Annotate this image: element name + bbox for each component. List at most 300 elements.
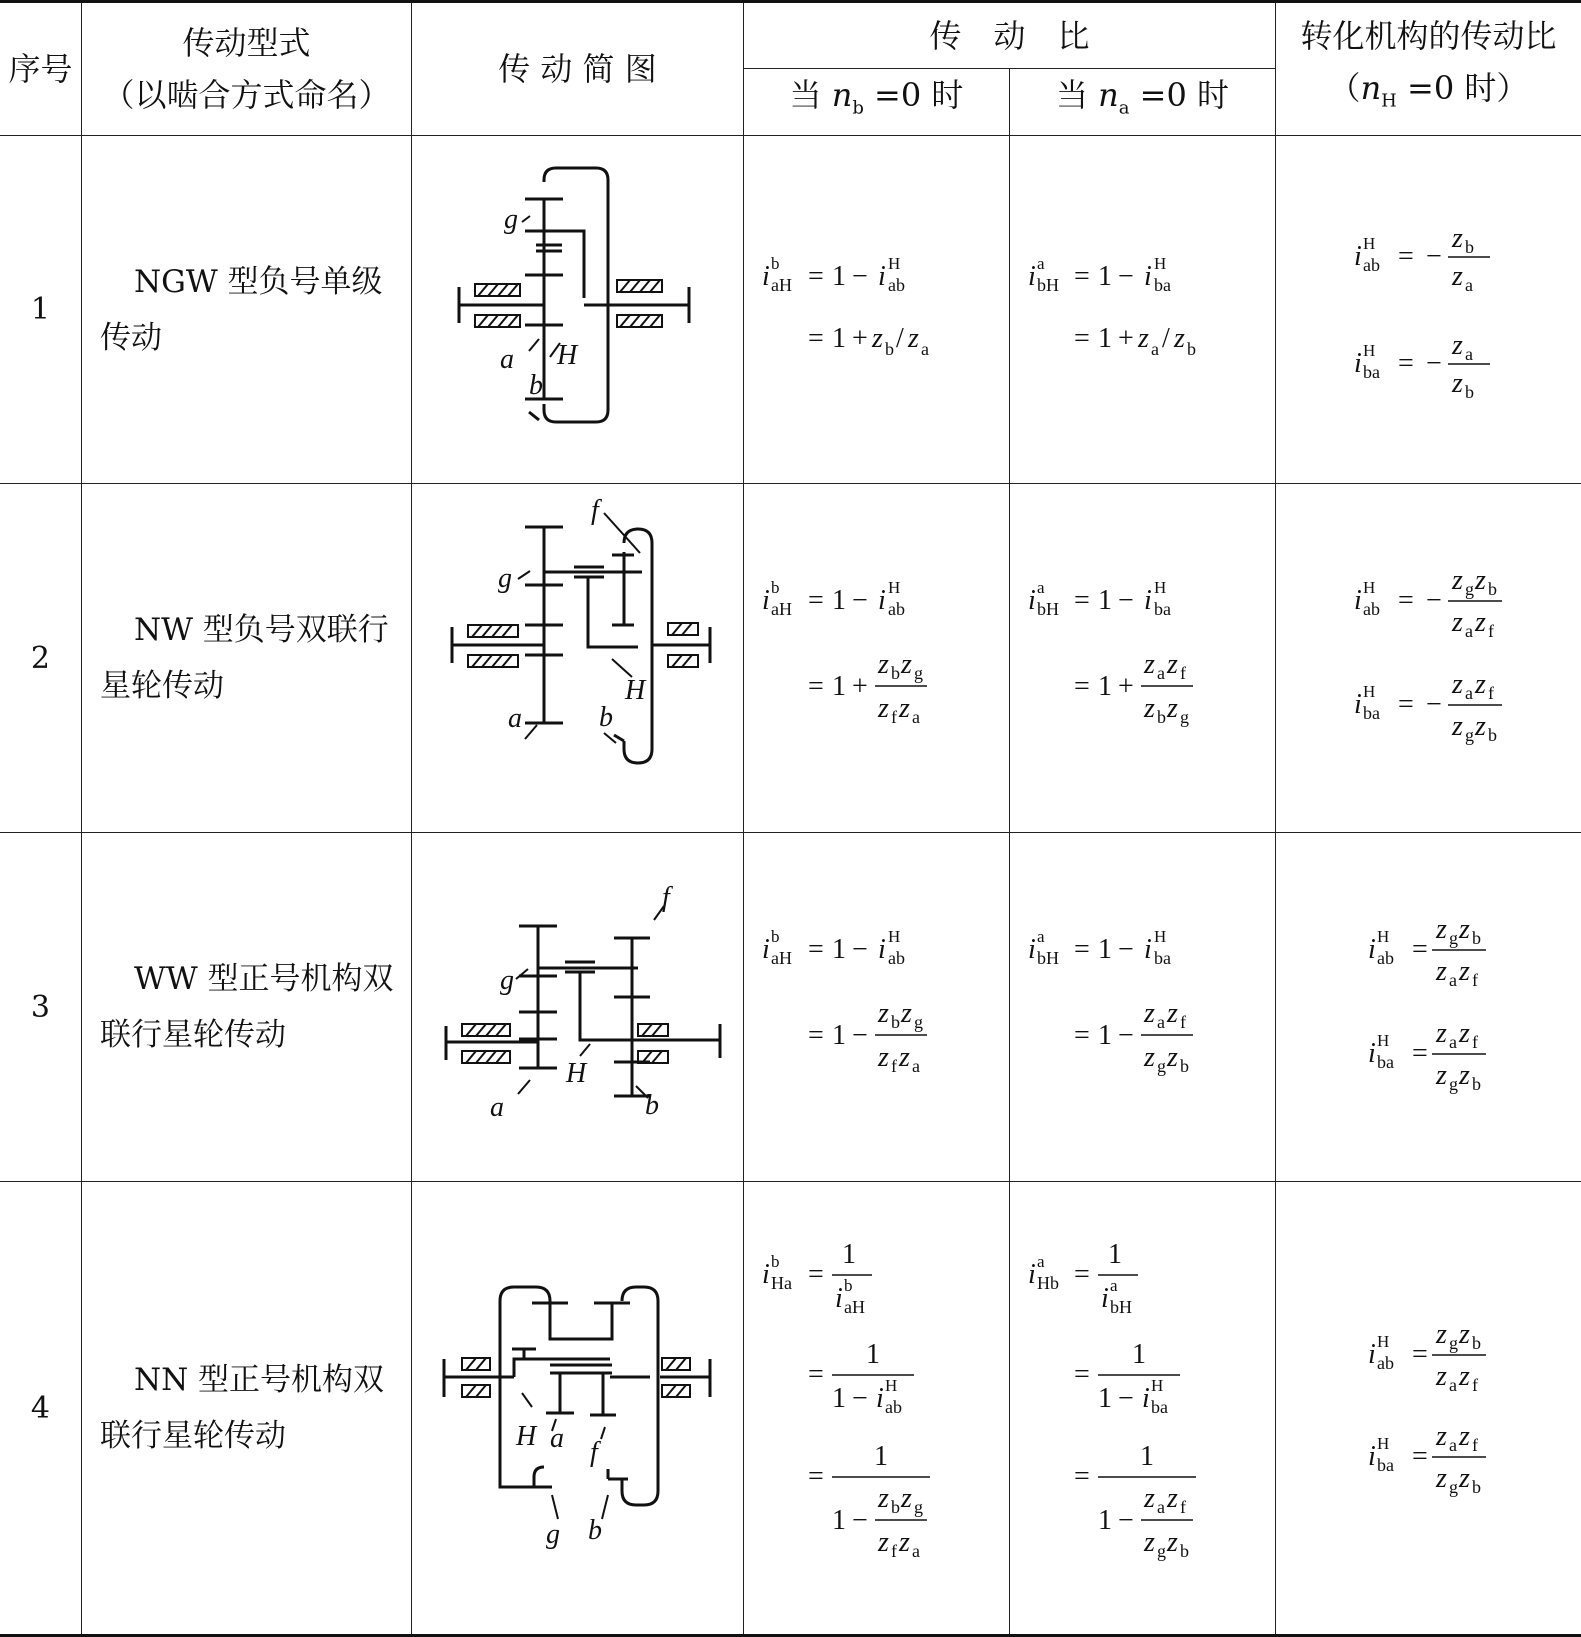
fr3-n-z1: z [1143,1483,1155,1514]
f-sub2: ab [887,599,905,619]
fr3-d-z2: z [1166,1527,1178,1558]
table-row [0,484,1581,833]
f-sub: ab [1362,254,1380,275]
h1-pre: 当 [789,76,822,115]
hc-var: n [1360,69,1382,108]
f-eq2: = [807,1359,824,1390]
n-z1: z [1435,914,1447,945]
fr3-n-s2: g [913,1497,923,1517]
label-f: f [662,882,671,913]
f-minus: − [1117,934,1134,965]
f-minus2: − [1425,347,1442,379]
d-z2: z [1458,1361,1470,1392]
d-z1: z [877,693,889,724]
f-minus2: − [1425,689,1442,720]
f-i2: i [1143,585,1152,616]
f-eq: = [1073,1259,1090,1290]
fr3-n-s1: b [890,1497,900,1517]
d-s1: b [1156,707,1166,727]
f-one2: 1 [1097,1020,1112,1051]
label-H: H [625,675,646,706]
d-z1: z [1435,956,1447,987]
f-one2: 1 [1097,322,1112,354]
f-eq2: = [1411,1441,1428,1472]
f-sup: H [1362,578,1376,597]
header-type-line1: 传动型式 [182,24,311,62]
f-eq2: = [807,671,824,702]
f-i2: i [1353,347,1362,379]
f-sup2: H [1153,253,1167,273]
ratio-na0-cell [1009,136,1275,484]
f-sup: a [1036,578,1045,597]
d-s1: a [1448,1375,1457,1395]
row-type [81,1182,411,1636]
f-sub2: ba [1153,948,1171,968]
n-s1: g [1464,579,1474,599]
d2-z1: z [1435,1060,1447,1091]
f-den-s2: b [1464,381,1474,402]
f-eq: = [1411,1339,1428,1370]
f-eq: = [807,1259,824,1290]
d-s1: a [1464,621,1473,641]
formula-2-na0 [1010,485,1275,831]
f-sub: ab [1362,599,1380,619]
d-z2: z [1458,956,1470,987]
table-row [0,1182,1581,1636]
n-z1: z [877,998,889,1029]
row-number: 4 [0,1182,81,1636]
d2-s2: b [1471,1477,1481,1497]
n-z2: z [900,998,912,1029]
f-sub: aH [770,948,792,968]
label-g: g [546,1519,561,1550]
fr3-one: 1 [1097,1505,1112,1536]
f-i2: i [877,585,886,616]
n2-s2: f [1487,683,1494,703]
fr1-sub: aH [843,1297,865,1317]
f-minus: − [851,934,868,965]
f-den-s: a [1464,274,1473,295]
d-s1: f [890,1056,897,1076]
f-sub: ab [1376,948,1394,968]
fr3-n-z2: z [1166,1483,1178,1514]
f-zs: b [884,338,894,359]
n2-s1: a [1448,1032,1457,1052]
f-eq3: = [1073,1461,1090,1492]
label-a: a [490,1092,505,1123]
f-plus: + [851,671,868,702]
f-sup2: H [887,578,901,597]
d-s2: a [911,707,920,727]
fr2-minus: − [851,1383,868,1414]
f-minus: − [851,585,868,616]
hc-sub: H [1381,90,1397,112]
d2-s2: b [1471,1074,1481,1094]
f-eq: = [807,934,824,965]
header-diagram: 传 动 简 图 [411,2,743,136]
header-conversion-line1: 转化机构的传动比 [1300,17,1557,56]
f-sup2: H [887,253,901,273]
f-eq: = [1411,934,1428,965]
h2-sub: a [1118,97,1130,119]
f-eq2: = [807,322,824,354]
f-i: i [761,585,770,616]
f-i2: i [1143,934,1152,965]
conversion-cell [1275,136,1581,484]
row-number: 3 [0,833,81,1182]
f-sup: H [1376,927,1390,946]
n-s2: b [1471,1333,1481,1353]
n2-z2: z [1474,669,1486,700]
fr2-sup: H [884,1376,898,1395]
f-sub2: ba [1376,1455,1394,1475]
fr2-sub: ab [884,1397,902,1417]
label-f: f [590,1437,599,1468]
n-s2: f [1179,663,1186,683]
f-i: i [761,934,770,965]
formula-2-nb0 [744,485,1009,831]
fr2-sub: ba [1150,1397,1168,1417]
fr2-num: 1 [1131,1339,1146,1370]
f-num-z2: z [1451,329,1463,361]
f-i2: i [1353,689,1362,720]
n-s2: b [1471,928,1481,948]
f-sup: a [1036,253,1045,273]
f-z2: z [1173,322,1185,354]
formula-4-na0 [1010,1183,1275,1633]
d-z2: z [898,693,910,724]
f-minus: − [1117,585,1134,616]
f-eq: = [1073,934,1090,965]
fr2-one: 1 [1097,1383,1112,1414]
row-number: 1 [0,136,81,484]
f-z2: z [907,322,919,354]
f-i: i [1027,585,1036,616]
h1-post: =0 时 [863,76,964,115]
label-a: a [500,343,515,375]
fr3-minus: − [1117,1505,1134,1536]
f-i: i [1367,1339,1376,1370]
n2-s2: f [1471,1032,1478,1052]
f-i2: i [877,260,886,292]
f-one: 1 [1097,934,1112,965]
formula-3-na0 [1010,834,1275,1180]
fr3-num: 1 [1139,1441,1154,1472]
n2-z1: z [1451,669,1463,700]
f-i: i [1367,934,1376,965]
fr1-num: 1 [841,1239,856,1270]
fr3-d-s2: a [911,1541,920,1561]
row-type-line1: NN 型正号机构双 [133,1362,385,1398]
f-num-s2: a [1464,343,1473,364]
conversion-cell [1275,1182,1581,1636]
f-sup2: H [1153,927,1167,946]
table-row [0,833,1581,1182]
row-type [81,484,411,833]
f-eq3: = [807,1461,824,1492]
n-z2: z [1458,1319,1470,1350]
n-s1: a [1156,1012,1165,1032]
f-one2: 1 [831,1020,846,1051]
d-s2: a [911,1056,920,1076]
n-z2: z [1474,565,1486,596]
fr1-sub: bH [1109,1297,1132,1317]
f-minus2: − [1117,1020,1134,1051]
f-plus: + [1117,671,1134,702]
f-i2: i [877,934,886,965]
n-z2: z [1458,914,1470,945]
f-z: z [871,322,883,354]
n-s2: f [1179,1012,1186,1032]
d-s1: f [890,707,897,727]
f-eq: = [1397,240,1414,272]
d2-z2: z [1458,1463,1470,1494]
n-z1: z [1435,1319,1447,1350]
n-z2: z [1166,998,1178,1029]
label-H: H [566,1058,587,1089]
conversion-cell [1275,484,1581,833]
row-type-line2: 星轮传动 [99,668,224,704]
n-s1: b [890,1012,900,1032]
f-sup2: H [1362,682,1376,701]
f-minus: − [1425,585,1442,616]
f-eq2: = [1073,322,1090,354]
d2-s1: g [1464,725,1474,745]
f-sub: bH [1036,274,1059,295]
formula-3-conv [1276,834,1581,1180]
fr1-i: i [834,1283,843,1314]
fr3-d-z2: z [898,1527,910,1558]
label-b: b [645,1090,660,1121]
row-diagram [411,484,743,833]
f-num-s: b [1464,236,1474,257]
formula-1-nb0 [744,137,1009,483]
f-minus: − [851,260,868,292]
f-i: i [761,1259,770,1290]
ratio-nb0-cell [743,484,1009,833]
fr3-d-z1: z [877,1527,889,1558]
f-zs: a [1150,338,1159,359]
f-num-z: z [1451,222,1463,254]
n2-s1: a [1448,1435,1457,1455]
label-a: a [550,1423,565,1454]
d-s2: f [1471,1375,1478,1395]
f-sup: b [770,927,780,946]
d-s2: f [1487,621,1494,641]
row-type [81,136,411,484]
formula-2-conv [1276,485,1581,831]
d2-s2: b [1487,725,1497,745]
f-sup: a [1036,927,1045,946]
hc-pre: （ [1328,69,1361,108]
f-z: z [1137,322,1149,354]
f-sub: aH [770,274,792,295]
f-one: 1 [1097,260,1112,292]
f-eq2: = [1073,1020,1090,1051]
fr2-sup: H [1150,1376,1164,1395]
d-z1: z [1143,693,1155,724]
header-type-line2: （以啮合方式命名） [102,76,391,114]
h2-var: n [1098,76,1119,115]
f-one2: 1 [831,322,846,354]
row-diagram [411,1182,743,1636]
n2-z1: z [1435,1018,1447,1049]
fr3-one: 1 [831,1505,846,1536]
f-sub: bH [1036,948,1059,968]
fr2-i: i [1141,1383,1150,1414]
formula-3-nb0 [744,834,1009,1180]
d2-z2: z [1458,1060,1470,1091]
f-sup2: H [1153,578,1167,597]
nw-gear-diagram [412,485,742,831]
n-z2: z [900,649,912,680]
fr3-minus: − [851,1505,868,1536]
f-sup: H [1376,1332,1390,1351]
f-sub: bH [1036,599,1059,619]
conversion-cell [1275,833,1581,1182]
f-eq: = [807,585,824,616]
d-s2: g [1179,707,1189,727]
fr2-minus: − [1117,1383,1134,1414]
f-eq: = [1073,260,1090,292]
h2-post: =0 时 [1129,76,1229,115]
f-zs2: a [920,338,929,359]
n-s1: g [1448,928,1458,948]
fr3-d-z1: z [1143,1527,1155,1558]
formula-1-conv [1276,137,1581,483]
f-eq2: = [1411,1038,1428,1069]
label-g: g [504,203,519,235]
formula-4-nb0 [744,1183,1009,1633]
fr2-one: 1 [831,1383,846,1414]
d2-s1: g [1448,1477,1458,1497]
fr1-i: i [1100,1283,1109,1314]
f-sup2: H [1362,340,1376,360]
nn-gear-diagram [412,1183,742,1633]
n-z1: z [1143,649,1155,680]
f-sup: a [1036,1252,1045,1271]
ratio-nb0-cell [743,1182,1009,1636]
label-g: g [500,965,515,996]
f-den-z: z [1451,260,1463,292]
fr1-sup: b [843,1276,853,1295]
n2-z2: z [1458,1018,1470,1049]
n-s2: b [1487,579,1497,599]
f-i: i [1353,240,1362,272]
fr1-num: 1 [1107,1239,1122,1270]
f-eq: = [807,260,824,292]
label-H: H [557,339,578,371]
header-type [81,2,411,136]
f-sub: Ha [770,1273,792,1293]
label-b: b [599,702,614,733]
fr3-num: 1 [873,1441,888,1472]
f-sup2: H [1376,1434,1390,1453]
row-type-line1: NW 型负号双联行 [133,612,389,648]
f-sup: H [1362,233,1376,253]
fr3-d-s1: f [890,1541,897,1561]
d2-s1: g [1448,1074,1458,1094]
f-den-z2: z [1451,367,1463,399]
d-s1: a [1448,970,1457,990]
d-s2: b [1179,1056,1189,1076]
ratio-na0-cell [1009,484,1275,833]
f-eq2: = [1397,689,1414,720]
formula-1-na0 [1010,137,1275,483]
d-z1: z [1451,607,1463,638]
f-sub2: ba [1376,1052,1394,1072]
label-g: g [498,563,513,594]
fr3-n-s2: f [1179,1497,1186,1517]
f-minus: − [1425,240,1442,272]
f-eq2: = [1397,347,1414,379]
ngw-gear-diagram [412,137,742,483]
f-sup: b [770,578,780,597]
f-sup: b [770,1252,780,1271]
f-sub2: ab [887,274,905,295]
f-slash: / [1161,322,1170,354]
n-z2: z [1166,649,1178,680]
n2-s1: a [1464,683,1473,703]
f-sub2: ba [1153,274,1171,295]
header-conversion [1275,2,1581,136]
f-eq2: = [1073,1359,1090,1390]
f-one: 1 [831,934,846,965]
f-eq2: = [807,1020,824,1051]
n-z1: z [1143,998,1155,1029]
d2-z1: z [1451,711,1463,742]
f-minus2: − [851,1020,868,1051]
row-diagram [411,136,743,484]
header-conversion-line2 [1276,62,1581,127]
fr1-sup: a [1109,1276,1118,1295]
ratio-nb0-cell [743,833,1009,1182]
f-sub: aH [770,599,792,619]
n-s1: a [1156,663,1165,683]
n2-z1: z [1435,1421,1447,1452]
row-type-line2: 联行星轮传动 [99,1418,286,1454]
f-one: 1 [1097,585,1112,616]
f-minus: − [1117,260,1134,292]
row-type-line2: 联行星轮传动 [99,1017,286,1053]
fr2-i: i [875,1383,884,1414]
label-a: a [508,703,523,734]
f-sub2: ba [1362,703,1380,723]
f-i: i [1353,585,1362,616]
table-row [0,136,1581,484]
header-ratio-nb0 [743,69,1009,136]
h1-var: n [831,76,853,115]
d-z2: z [1166,693,1178,724]
f-sup: b [770,253,780,273]
header-no: 序号 [0,2,81,136]
f-eq: = [1397,585,1414,616]
f-one2: 1 [831,671,846,702]
d2-z1: z [1435,1463,1447,1494]
fr3-d-s1: g [1156,1541,1166,1561]
f-slash: / [895,322,904,354]
f-one: 1 [831,260,846,292]
label-H: H [516,1421,537,1452]
ratio-na0-cell [1009,833,1275,1182]
f-i2: i [1143,260,1152,292]
n-s1: g [1448,1333,1458,1353]
row-type [81,833,411,1182]
f-sub: Hb [1036,1273,1059,1293]
f-zs2: b [1186,338,1196,359]
header-ratio-na0 [1009,69,1275,136]
label-b: b [588,1515,603,1546]
